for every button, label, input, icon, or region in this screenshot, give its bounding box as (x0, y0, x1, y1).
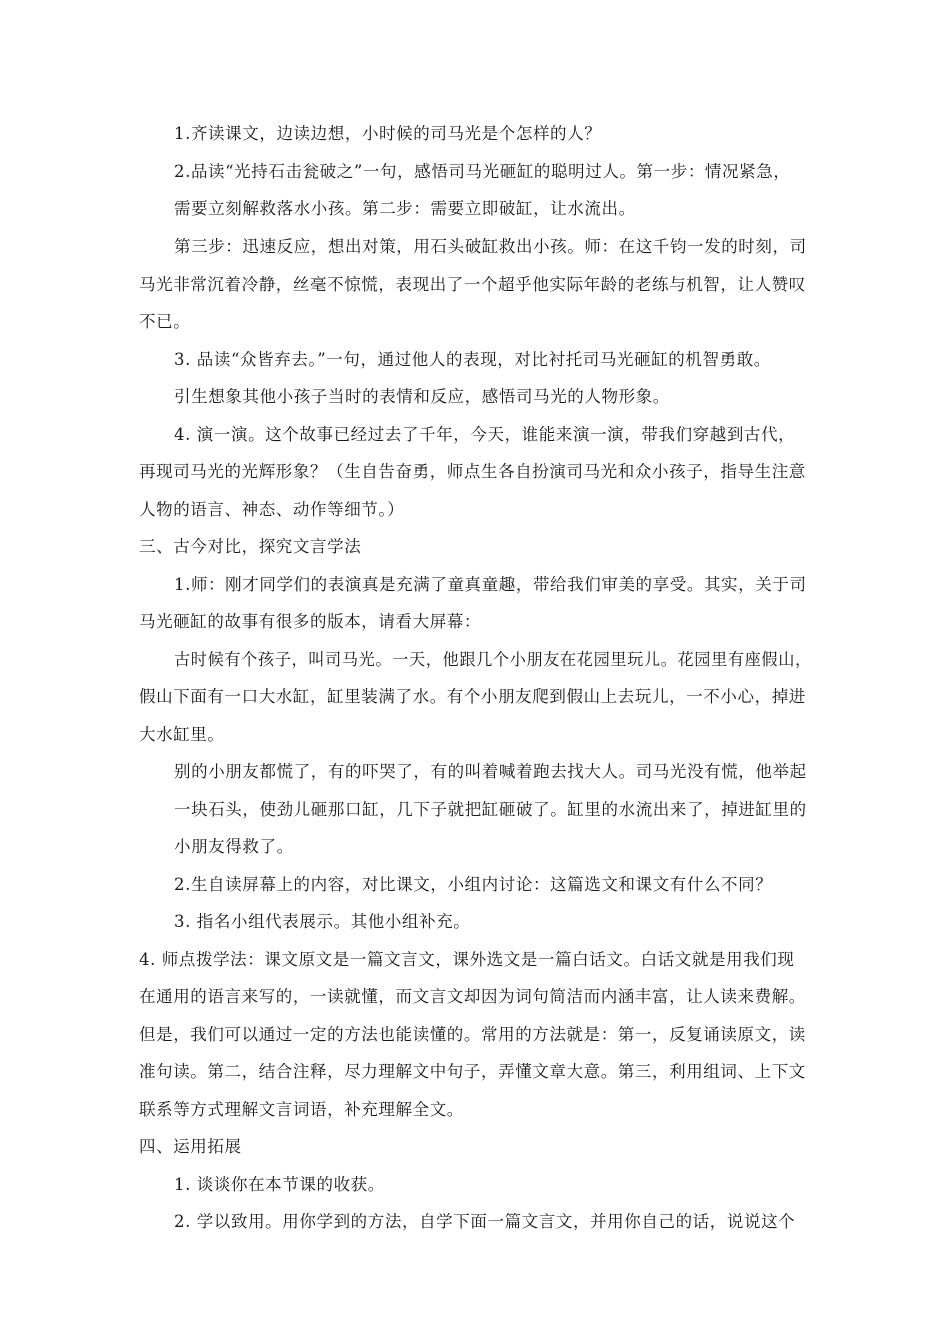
text-line: 小朋友得救了。 (174, 837, 294, 856)
text-line: 第三步：迅速反应，想出对策，用石头破缸救出小孩。师：在这千钧一发的时刻，司 (174, 237, 807, 256)
text-line: 一块石头，使劲儿砸那口缸，几下子就把缸砸破了。缸里的水流出来了，掉进缸里的 (174, 800, 807, 819)
text-line: 马光非常沉着冷静，丝毫不惊慌，表现出了一个超乎他实际年龄的老练与机智，让人赞叹 (139, 275, 806, 294)
text-line: 再现司马光的光辉形象？（生自告奋勇，师点生各自扮演司马光和众小孩子，指导生注意 (139, 462, 806, 481)
text-line: 3. 指名小组代表展示。其他小组补充。 (174, 912, 471, 931)
text-line: 1. 谈谈你在本节课的收获。 (174, 1175, 385, 1194)
text-line: 2.品读“光持石击瓮破之”一句，感悟司马光砸缸的聪明过人。第一步：情况紧急， (174, 162, 791, 181)
text-line: 联系等方式理解文言词语，补充理解全文。 (139, 1100, 464, 1119)
text-line: 在通用的语言来写的，一读就懂，而文言文却因为词句简洁而内涵丰富，让人读来费解。 (139, 987, 806, 1006)
text-line: 假山下面有一口大水缸，缸里装满了水。有个小朋友爬到假山上去玩儿，一不小心，掉进 (139, 687, 806, 706)
text-line: 别的小朋友都慌了，有的吓哭了，有的叫着喊着跑去找大人。司马光没有慌，他举起 (174, 762, 807, 781)
text-line: 马光砸缸的故事有很多的版本，请看大屏幕： (139, 612, 481, 631)
text-line: 2. 学以致用。用你学到的方法，自学下面一篇文言文，并用你自己的话，说说这个 (174, 1212, 796, 1231)
text-line: 2.生自读屏幕上的内容，对比课文，小组内讨论：这篇选文和课文有什么不同？ (174, 875, 773, 894)
text-line: 1.齐读课文，边读边想，小时候的司马光是个怎样的人？ (174, 124, 602, 143)
text-line: 准句读。第二，结合注释，尽力理解文中句子，弄懂文章大意。第三，利用组词、上下文 (139, 1062, 806, 1081)
text-line: 4. 演一演。这个故事已经过去了千年，今天，谁能来演一演，带我们穿越到古代， (174, 425, 796, 444)
text-line: 古时候有个孩子，叫司马光。一天，他跟几个小朋友在花园里玩儿。花园里有座假山， (174, 650, 812, 669)
text-line: 需要立刻解救落水小孩。第二步：需要立即破缸，让水流出。 (174, 199, 636, 218)
text-line: 大水缸里。 (139, 725, 225, 744)
text-line: 但是，我们可以通过一定的方法也能读懂的。常用的方法就是：第一，反复诵读原文，读 (139, 1025, 806, 1044)
text-line: 3. 品读“众皆弃去。”一句，通过他人的表现，对比衬托司马光砸缸的机智勇敢。 (174, 350, 771, 369)
text-line: 引生想象其他小孩子当时的表情和反应，感悟司马光的人物形象。 (174, 387, 670, 406)
text-line: 不已。 (139, 312, 191, 331)
section-heading: 四、运用拓展 (139, 1137, 242, 1156)
text-line: 4. 师点拨学法：课文原文是一篇文言文，课外选文是一篇白话文。白话文就是用我们现 (139, 950, 795, 969)
text-line: 1.师：刚才同学们的表演真是充满了童真童趣，带给我们审美的享受。其实，关于司 (174, 575, 807, 594)
section-heading: 三、古今对比，探究文言学法 (139, 537, 362, 556)
text-line: 人物的语言、神态、动作等细节。） (139, 500, 405, 519)
